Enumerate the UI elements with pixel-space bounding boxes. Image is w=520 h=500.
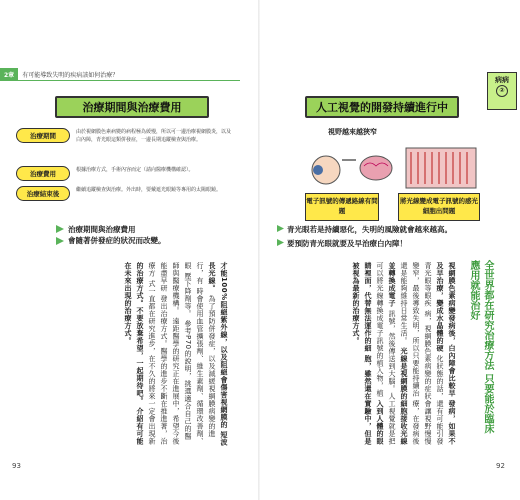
chapter-header [0,68,200,80]
term-description: 繼續追蹤檢查與治療。外出時，要戴遮光眼鏡等專用的太陽眼鏡。 [76,187,222,193]
heading-line: 會隨著併發症的狀況而改變。 [68,236,166,245]
callout-photoreceptor: 將光線變成電子訊號的感光細胞出問題 [398,193,480,221]
term-description: 根據治療方式，手術內容而定（請向醫療機構確認）。 [76,167,194,173]
left-banner: 治療期間與治療費用 [55,96,209,118]
arrow-icon [277,239,284,246]
highlight-line: 全世界都在研究治療方法 [482,260,493,370]
green-highlight [466,260,494,440]
badge-number: ② [496,85,508,97]
body-column: 才能100%阻絕紫外線，以及阻絕會傷害視網膜的 [220,262,228,429]
body-column: 壓下降劑等。 [184,272,192,318]
arrow-icon [277,225,284,232]
illustration-title: 視野越來越狹窄 [328,128,377,136]
callout-signal-path: 電子訊號的傳遞路線有問題 [305,193,379,221]
body-column: 光線是視網膜的細胞接收光線並轉換成電子 [388,262,408,445]
body-column: 的治療方式。不要放棄希望，一起期待吧。 [136,262,144,405]
body-column: 發出治療方式。醫學的進步不斷在推進著，治療方 [148,262,168,445]
term-label: 治療期間 [16,128,70,143]
eye-icon [312,156,340,184]
chapter-divider [0,80,240,81]
right-banner: 人工視覺的開發持續進行中 [305,96,459,118]
left-body-text [30,262,230,447]
body-column: 式一直都在研究進步，在不久的將來一定會出現新 [148,279,156,445]
body-column: 遠距醫學的研究正在進展中，希望今後能盡早研 [160,262,180,445]
body-column: 化狀態的話，還有可能引發青光眼等眼疾 [424,262,444,445]
term-row-cost [16,166,231,181]
chapter-tag: 2章 [0,68,18,81]
eye-brain-illustration [286,140,486,190]
body-column: 介紹有可能在未來出現的治療方式。 [124,262,144,445]
term-label: 治療費用 [16,166,70,181]
body-column: 病，視網膜色素病變的症狀會讓視野慢慢 [424,309,432,445]
body-column: 短波長光線。 [208,262,228,446]
term-description: 由於視網膜色素病變的病程極為緩慢，所以可一邊治療視網膜炎，以及白內障，青光眼這類併發症，一邊長期追蹤檢查與治療。 [76,129,232,143]
bullet-text: 要預防青光眼就要及早治療白內障！ [287,239,407,248]
body-column: 可以將光線轉換成電子訊號的植入物，植 [376,262,384,397]
body-column: 時會使用血管擴張劑、維生素劑、循環改善劑、眼 [184,262,204,445]
body-column: 療，在發病後還是能夠維持日常生活。 [400,262,420,445]
body-column: 參考P70的說明，挑選適合自己的醫師與醫療機構。 [172,262,192,440]
body-column: 胞，雖然還在實驗中，但是被視為最新的治療方式。 [352,262,372,445]
body-column: 發病，如果不及早治療，變成水晶體的硬 [436,262,456,445]
body-column: 為了預防併發症，以及減緩視網膜病變的進行，有 [196,262,216,438]
bullet-text: 青光眼若是持續惡化，失明的風險就會越來越高。 [287,225,452,234]
right-body-text [278,262,458,447]
arrow-icon [56,225,64,233]
term-label: 治療結束後 [16,186,70,201]
chapter-title: 有可能導致失明的疾病該如何治療？ [22,71,119,79]
badge-label: 病病 [495,76,509,84]
heading-line: 治療期間與治療費用 [68,225,136,234]
body-column: 入到人體的眼睛裡面，代替無法運作的細 [364,262,384,445]
disease-badge [487,72,517,110]
term-row-period [16,128,231,144]
page-number: 93 [12,462,21,470]
bullet-line [277,224,452,235]
arrow-icon [56,237,64,245]
page-number: 92 [496,462,505,470]
brain-icon [360,156,392,180]
body-column: 訊號，然後傳送到大腦。人工視覺就是把 [388,309,396,445]
retina-cells-icon [406,148,476,188]
term-row-after [16,186,231,201]
highlight-line: 只要能於臨床應用就能治好 [468,260,493,434]
body-column: 變窄，最後導致失明，所以只要能持續治 [412,262,420,397]
left-heading [68,224,218,246]
body-column: 視網膜色素病變發病後，白內障會比較早 [448,262,456,397]
bullet-line [277,238,407,249]
